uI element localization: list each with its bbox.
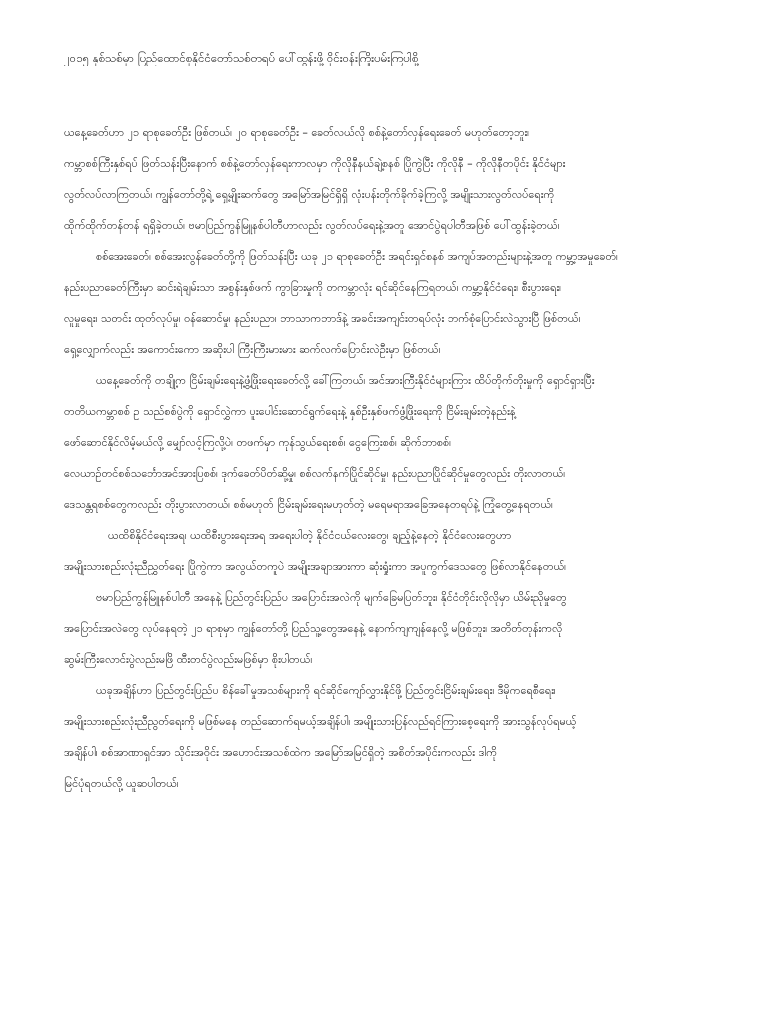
text-line: ယခုအချိန်ဟာ ပြည်တွင်းပြည်ပ စိန်ခေါ်မှုအသစ်များကို ရင်ဆိုင်ကျော်လွှားနိုင်ဖို့ ပြည်တွင်းငြိမ်းချမ်းရေး၊ ဒီမိုကရေစီရေး၊ xyxy=(96,684,556,697)
text-line: စစ်အေးခေတ်၊ စစ်အေးလွန်ခေတ်တို့ကို ဖြတ်သန်းပြီး ယခု ၂၁ ရာစုခေတ်ဦး အရင်းရှင်စနစ် အကျပ်အတည်းများနဲ့အတူ ကမ္ဘာ့အမှုခေတ်၊ xyxy=(96,250,618,263)
text-line: လွတ်လပ်လာကြတယ်၊ ကျွန်တော်တို့ရဲ့ ရှေ့မျိုးဆက်တွေ အမြော်အမြင်ရှိရှိ လုံးပန်းတိုက်ခိုက်ခဲ့ကြလို့ အမျိုးသားလွတ်လပ်ရေးကို xyxy=(64,188,555,201)
text-line: လေယာဉ်တင်စစ်သင်္ဘောအင်အားပြစစ်၊ ဒုက်ခေတ်ပိတ်ဆို့မှု၊ စစ်လက်နက်ပြိုင်ဆိုင်မှု၊ နည်းပညာပြိုင်ဆိုင်မှုတွေလည်း တိုးလာတယ်၊ xyxy=(64,467,566,480)
text-line: တတိယကမ္ဘာစစ် ဥ သည်စစ်ပွဲကို ရှောင်လွှဲကာ ပူးပေါင်းဆောင်ရွက်ရေးနဲ့ နှစ်ဦးနှစ်ဖက်ဖွံ့ဖြိုးရေးကို ငြိမ်းချမ်းတဲ့နည်းနဲ့ xyxy=(64,405,516,418)
text-line: ရှေ့လျှောက်လည်း အကောင်းကော အဆိုးပါ ကြီးကြီးမားမား ဆက်လက်ပြောင်းလဲဦးမှာ ဖြစ်တယ်၊ xyxy=(64,343,441,356)
document-title: ၂၀၁၅ နှစ်သစ်မှာ ပြည်ထောင်စုနိုင်ငံတော်သစ်တရပ် ပေါ်ထွန်းဖို့ ဝိုင်းဝန်းကြိုးပမ်းကြပါစို့ xyxy=(64,51,419,65)
text-line: ဖော်ဆောင်နိုင်လိမ့်မယ်လို့ မျှော်လင့်ကြလို့ပဲ၊ တဖက်မှာ ကုန်သွယ်ရေးစစ်၊ ငွေကြေးစစ်၊ ဆိုက်ဘာစစ်၊ xyxy=(64,436,451,449)
text-line: ယထိစိနိုင်ငံရေးအရ၊ ယထိစီးပွားရေးအရ အရေးပါတဲ့ နိုင်ငံငယ်လေးတွေ၊ ချည့်နဲ့နေတဲ့ နိုင်ငံလေးတွေဟာ xyxy=(108,529,512,542)
document-body xyxy=(64,124,724,806)
text-line: အမျိုးသားစည်းလုံးညီညွှတ်ရေး ပြိုကွဲကာ အလွယ်တကူပဲ အမျိုးအချာအားကာ ဆုံးရှုံးကာ အပူကွက်ဒေသတွေ ဖြစ်လာနိုင်နေတယ်၊ xyxy=(64,560,567,573)
text-line: အပြောင်းအလဲတွေ လုပ်နေရတဲ့ ၂၁ ရာစုမှာ ကျွန်တော်တို့ ပြည်သူ့တွေအနေနဲ့ နောက်ကျကျန်နေလို့ မဖြစ်ဘူး၊ အတိတ်တုန်းကလို xyxy=(64,622,563,635)
text-line: ဒေသန္တရစစ်တွေကလည်း တိုးပွားလာတယ်၊ စစ်မဟုတ် ငြိမ်းချမ်းရေးမဟုတ်တဲ့ မရေမရာအခြေအနေတရပ်နဲ့ ကြုံတွေ့နေရတယ်၊ xyxy=(64,498,553,511)
text-line: ယနေ့ခေတ်ဟာ ၂၁ ရာစုခေတ်ဦး ဖြစ်တယ်၊ ၂၀ ရာစုခေတ်ဦး – ခေတ်လယ်လို စစ်နဲ့တော်လှန်ရေးခေတ် မဟုတ်တော့ဘူး၊ xyxy=(64,126,530,139)
text-line: ယနေ့ခေတ်ကို တချို့က ငြိမ်းချမ်းရေးနဲ့ဖွံ့ဖြိုးရေးခေတ်လို့ ခေါ်ကြတယ်၊ အင်အားကြီးနိုင်ငံများကြား ထိပ်တိုက်တိုးမှုကို ရှောင်ရှားပြီး xyxy=(96,374,595,387)
text-line: မြင်ပုံရတယ်လို့ ယူဆပါတယ်၊ xyxy=(64,777,179,790)
text-line: ဗမာပြည်ကွန်မြူနစ်ပါတီ အနေနဲ့ ပြည်တွင်းပြည်ပ အပြောင်းအလဲကို မျက်ခြေမပြတ်ဘူး၊ နိုင်ငံတိုင်းလိုလိုမှာ ယိမ်းညိုမှုတွေ xyxy=(96,591,567,604)
text-line: အချိန်ပါ၊ စစ်အာဏာရှင်အာ သိုင်းအဝိုင်း အဟောင်းအသစ်ထဲက အမြော်အမြင်ရှိတဲ့ အစိတ်အပိုင်းကလည်း ဒါကို xyxy=(64,746,497,759)
text-line: လူမှုရေး၊ သတင်း ထုတ်လုပ်မှု၊ ဝန်ဆောင်မှု၊ နည်းပညာ၊ ဘာသာကဘာဒ်နဲ့ အခင်းအကျင်းတရပ်လုံး ဘက်စုံပြောင်းလဲသွားပြီ ဖြစ်တယ်၊ xyxy=(64,312,581,325)
text-line: ထိုက်ထိုက်တန်တန် ရရှိခဲ့တယ်၊ ဗမာပြည်ကွန်မြူနစ်ပါတီဟာလည်း လွတ်လပ်ရေးနဲ့အတူ အောင်ပွဲရပါတီအဖြစ် ပေါ်ထွန်းခဲ့တယ်၊ xyxy=(64,219,560,232)
text-line: ဆွမ်းကြီးလောင်းပွဲလည်းမဖြိ ထီးတင်ပွဲလည်းမဖြစ်မှာ စိုးပါတယ်၊ xyxy=(64,653,313,666)
text-line: နည်းပညာခေတ်ကြီးမှာ ဆင်းရဲချမ်းသာ အစွန်းနှစ်ဖက် ကွာခြားမှုကို တကမ္ဘာလုံး ရင်ဆိုင်နေကြရတယ်၊ ကမ္ဘာ့နိုင်ငံရေး၊ စီးပွားရေး၊ xyxy=(64,281,561,294)
text-line: အမျိုးသားစည်းလုံးညီညွတ်ရေးကို မဖြစ်မနေ တည်ဆောက်ရမယ့်အချိန်ပါ၊ အမျိုးသားပြန်လည်ရင်ကြားစေ့ရေးကို အားသွန်လုပ်ရမယ့် xyxy=(64,715,577,728)
text-line: ကမ္ဘာစစ်ကြီးနှစ်ရပ် ဖြတ်သန်းပြီးနောက် စစ်နဲ့တော်လှန်ရေးကာလမှာ ကိုလိုနီနယ်ချဲ့စနစ် ပြိုကွဲပြီး ကိုလိုနီ – ကိုလိုနီတပိုင်း နိုင်ငံများ xyxy=(64,157,566,170)
